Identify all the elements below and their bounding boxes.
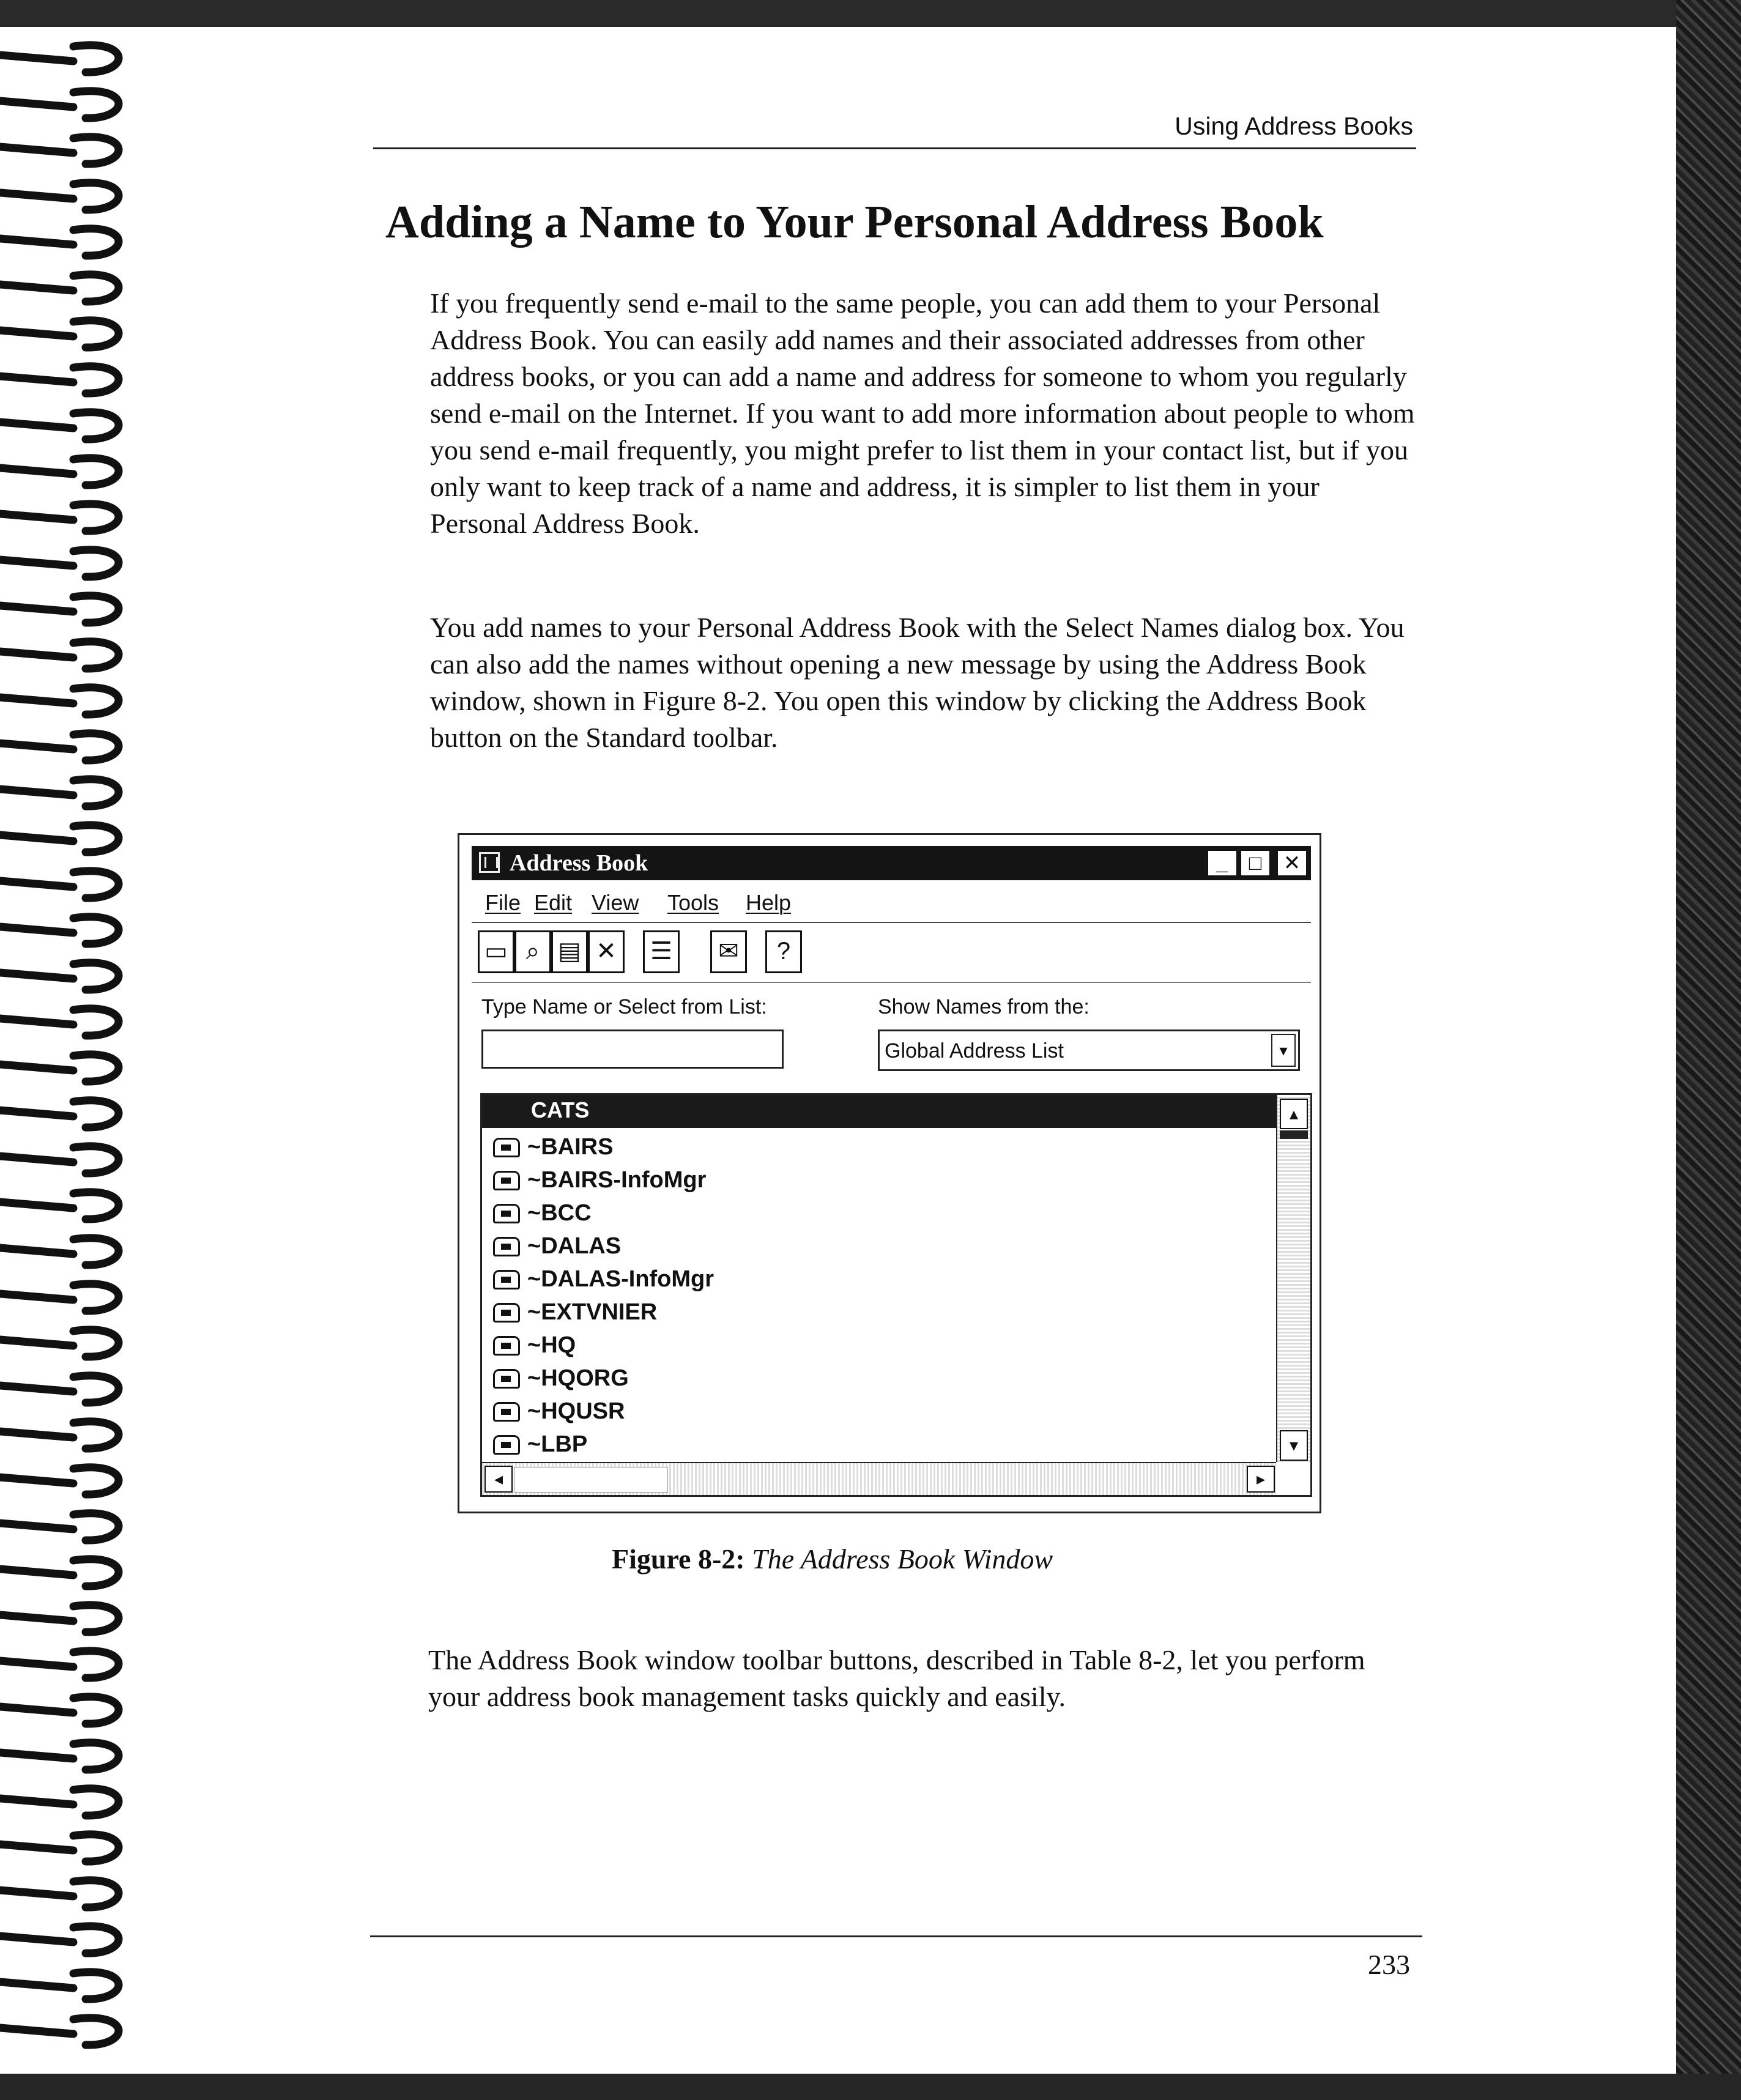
binding-wire <box>0 239 73 245</box>
binding-coil <box>73 1972 119 1999</box>
address-book-icon <box>479 852 500 873</box>
binding-wire <box>0 1753 73 1759</box>
binding-wire <box>0 1936 73 1942</box>
running-header: Using Address Books <box>1175 112 1413 140</box>
binding-coil <box>73 1284 119 1311</box>
distribution-list-icon <box>493 1435 520 1455</box>
binding-wire <box>0 101 73 107</box>
list-item[interactable] <box>488 1395 1271 1428</box>
binding-coil <box>73 596 119 623</box>
vertical-scrollbar[interactable] <box>1276 1095 1312 1462</box>
binding-wire <box>0 1982 73 1988</box>
binding-coil <box>73 1559 119 1586</box>
binding-coil <box>73 137 119 164</box>
binding-wire <box>0 835 73 841</box>
binding-wire <box>0 376 73 382</box>
binding-wire <box>0 881 73 887</box>
binding-coil <box>73 1789 119 1816</box>
binding-wire <box>0 1294 73 1300</box>
entry-name: ~LBP <box>527 1431 588 1457</box>
list-item[interactable] <box>488 1296 1271 1329</box>
binding-wire <box>0 1064 73 1070</box>
binding-wire <box>0 55 73 61</box>
binding-coil <box>73 1835 119 1861</box>
menu-tools[interactable]: Tools <box>667 890 719 915</box>
binding-wire <box>0 1156 73 1162</box>
binding-wire <box>0 1523 73 1529</box>
binding-wire <box>0 1615 73 1621</box>
menu-view[interactable]: View <box>592 890 639 915</box>
distribution-list-icon <box>493 1270 520 1289</box>
page-number: 233 <box>1368 1949 1410 1980</box>
binding-coil <box>73 1192 119 1219</box>
binding-coil <box>73 1651 119 1678</box>
binding-wire <box>0 1340 73 1346</box>
address-list[interactable] <box>480 1093 1312 1497</box>
binding-wire <box>0 560 73 566</box>
list-item[interactable] <box>488 1163 1271 1197</box>
binding-wire <box>0 1202 73 1208</box>
binding-wire <box>0 927 73 933</box>
binding-coil <box>73 1743 119 1770</box>
binding-coil <box>73 2018 119 2045</box>
distribution-list-icon <box>493 1303 520 1323</box>
minimize-button[interactable]: _ <box>1207 850 1238 877</box>
distribution-list-icon <box>493 1402 520 1422</box>
scan-right-edge <box>1676 0 1741 2100</box>
binding-wire <box>0 697 73 703</box>
binding-coil <box>73 91 119 118</box>
entry-name: ~BAIRS <box>527 1134 614 1160</box>
body-paragraph-3: The Address Book window toolbar buttons, described in Table 8-2, let you perform your address book management tasks quickly and easily. <box>428 1644 1365 1712</box>
list-item[interactable] <box>488 1329 1271 1362</box>
list-item[interactable] <box>488 1130 1271 1163</box>
help-icon[interactable]: ? <box>765 930 802 973</box>
binding-wire <box>0 1018 73 1025</box>
distribution-list-icon <box>493 1369 520 1389</box>
binding-wire <box>0 1661 73 1667</box>
figure-address-book <box>458 833 1331 1524</box>
binding-coil <box>73 550 119 577</box>
address-book-window <box>458 833 1321 1513</box>
entry-name: ~BCC <box>527 1200 592 1226</box>
binding-coil <box>73 1100 119 1127</box>
new-message-icon[interactable]: ✉ <box>710 930 747 973</box>
binding-coil <box>73 183 119 210</box>
scroll-left-icon[interactable]: ◂ <box>484 1466 513 1493</box>
entry-name: ~EXTVNIER <box>527 1299 658 1325</box>
entry-name: ~HQ <box>527 1332 576 1358</box>
close-button[interactable]: ✕ <box>1277 850 1307 877</box>
binding-wire <box>0 284 73 291</box>
list-item[interactable] <box>488 1263 1271 1296</box>
figure-caption <box>612 1543 1223 1575</box>
list-selected-header[interactable] <box>482 1095 1277 1128</box>
binding-wire <box>0 2028 73 2034</box>
binding-coil <box>73 1605 119 1632</box>
binding-coil <box>73 229 119 256</box>
binding-wire <box>0 330 73 336</box>
binding-wire <box>0 422 73 428</box>
binding-coil <box>73 871 119 898</box>
distribution-list-icon <box>493 1204 520 1223</box>
list-item[interactable] <box>488 1197 1271 1230</box>
binding-wire <box>0 468 73 474</box>
horizontal-scroll-thumb[interactable] <box>514 1467 668 1493</box>
binding-coil <box>73 1055 119 1082</box>
binding-wire <box>0 1890 73 1896</box>
scan-bottom-edge <box>0 2074 1741 2100</box>
show-names-select[interactable] <box>878 1030 1300 1071</box>
binding-coil <box>73 504 119 531</box>
add-to-personal-icon[interactable]: ☰ <box>643 930 680 973</box>
binding-wire <box>0 973 73 979</box>
binding-wire <box>0 1569 73 1575</box>
spiral-binding <box>0 37 147 2055</box>
binding-coil <box>73 1880 119 1907</box>
binding-wire <box>0 606 73 612</box>
binding-coil <box>73 1513 119 1540</box>
binding-coil <box>73 45 119 72</box>
menu-file[interactable]: File <box>485 890 521 915</box>
list-item[interactable] <box>488 1230 1271 1263</box>
binding-coil <box>73 1926 119 1953</box>
binding-coil <box>73 779 119 806</box>
binding-coil <box>73 688 119 714</box>
binding-wire <box>0 514 73 520</box>
find-icon[interactable]: ⌕ <box>514 930 551 973</box>
binding-wire <box>0 1386 73 1392</box>
entry-name: ~BAIRS-InfoMgr <box>527 1167 707 1193</box>
binding-wire <box>0 193 73 199</box>
binding-coil <box>73 366 119 393</box>
menu-help[interactable]: Help <box>746 890 792 915</box>
binding-coil <box>73 1238 119 1265</box>
horizontal-scrollbar[interactable] <box>482 1462 1276 1496</box>
type-name-label: Type Name or Select from List: <box>481 995 767 1018</box>
distribution-list-icon <box>493 1171 520 1190</box>
binding-coil <box>73 733 119 760</box>
binding-coil <box>73 1009 119 1036</box>
menu-divider <box>472 922 1311 923</box>
binding-wire <box>0 1844 73 1850</box>
toolbar <box>478 928 1212 977</box>
binding-wire <box>0 1798 73 1805</box>
binding-coil <box>73 275 119 302</box>
binding-coil <box>73 1146 119 1173</box>
binding-wire <box>0 651 73 658</box>
window-titlebar[interactable] <box>472 846 1311 880</box>
distribution-list-icon <box>493 1336 520 1356</box>
binding-coil <box>73 963 119 990</box>
binding-coil <box>73 412 119 439</box>
binding-coil <box>73 1330 119 1357</box>
binding-coil <box>73 1376 119 1403</box>
scroll-down-icon[interactable]: ▾ <box>1280 1430 1308 1461</box>
show-names-value: Global Address List <box>885 1039 1064 1063</box>
scroll-up-icon[interactable]: ▴ <box>1280 1099 1308 1129</box>
entry-name: ~HQORG <box>527 1365 629 1391</box>
binding-wire <box>0 1477 73 1483</box>
page-title: Adding a Name to Your Personal Address Book <box>385 196 1324 248</box>
chevron-down-icon[interactable]: ▾ <box>1271 1034 1296 1067</box>
binding-wire <box>0 789 73 795</box>
binding-wire <box>0 1248 73 1254</box>
caption-label: Figure 8-2: <box>612 1543 745 1575</box>
binding-coil <box>73 642 119 669</box>
toolbar-divider <box>472 982 1311 983</box>
header-rule <box>373 147 1416 149</box>
delete-icon[interactable]: ✕ <box>588 930 625 973</box>
footer-rule <box>370 1935 1422 1937</box>
binding-wire <box>0 1707 73 1713</box>
binding-wire <box>0 1431 73 1438</box>
entry-name: ~DALAS <box>527 1233 622 1259</box>
binding-wire <box>0 743 73 749</box>
entry-name: ~DALAS-InfoMgr <box>527 1266 715 1292</box>
binding-coil <box>73 917 119 944</box>
type-name-input[interactable] <box>481 1030 784 1069</box>
list-item[interactable] <box>488 1362 1271 1395</box>
binding-wire <box>0 1110 73 1116</box>
scroll-thumb[interactable] <box>1280 1130 1308 1139</box>
address-entries <box>488 1130 1271 1461</box>
body-paragraph-2: You add names to your Personal Address Book with the Select Names dialog box. You can also add the names without opening a new message by using the Address Book window, shown in Figure 8-2. You open this window by clicking the Address Book button on the Standard toolbar. <box>430 612 1405 753</box>
list-item[interactable] <box>488 1428 1271 1461</box>
caption-text: The Address Book Window <box>752 1543 1053 1575</box>
binding-coil <box>73 321 119 347</box>
list-header-label: CATS <box>531 1097 590 1122</box>
show-names-label: Show Names from the: <box>878 995 1090 1018</box>
scan-top-edge <box>0 0 1741 27</box>
body-paragraph-1: If you frequently send e-mail to the same people, you can add them to your Personal Address Book. You can easily add names and their associated addresses from other address books, or you can add a name and address for someone to whom you regularly send e-mail on the Internet. If you want to add more information about people to whom you send e-mail frequently, you might prefer to list them in your contact list, but if you only want to keep track of a name and address, it is simpler to list them in your Personal Address Book. <box>430 288 1415 539</box>
scroll-right-icon[interactable]: ▸ <box>1247 1466 1275 1493</box>
binding-wire <box>0 147 73 153</box>
menu-bar <box>472 886 1311 921</box>
binding-coil <box>73 458 119 485</box>
maximize-button[interactable]: □ <box>1240 850 1271 877</box>
new-entry-icon[interactable]: ▭ <box>478 930 514 973</box>
binding-coil <box>73 1697 119 1724</box>
binding-coil <box>73 825 119 852</box>
window-title: Address Book <box>510 850 648 876</box>
binding-coil <box>73 1422 119 1449</box>
menu-edit[interactable]: Edit <box>534 890 573 915</box>
distribution-list-icon <box>493 1237 520 1256</box>
binding-coil <box>73 1467 119 1494</box>
entry-name: ~HQUSR <box>527 1398 625 1424</box>
distribution-list-icon <box>493 1138 520 1157</box>
properties-icon[interactable]: ▤ <box>551 930 588 973</box>
